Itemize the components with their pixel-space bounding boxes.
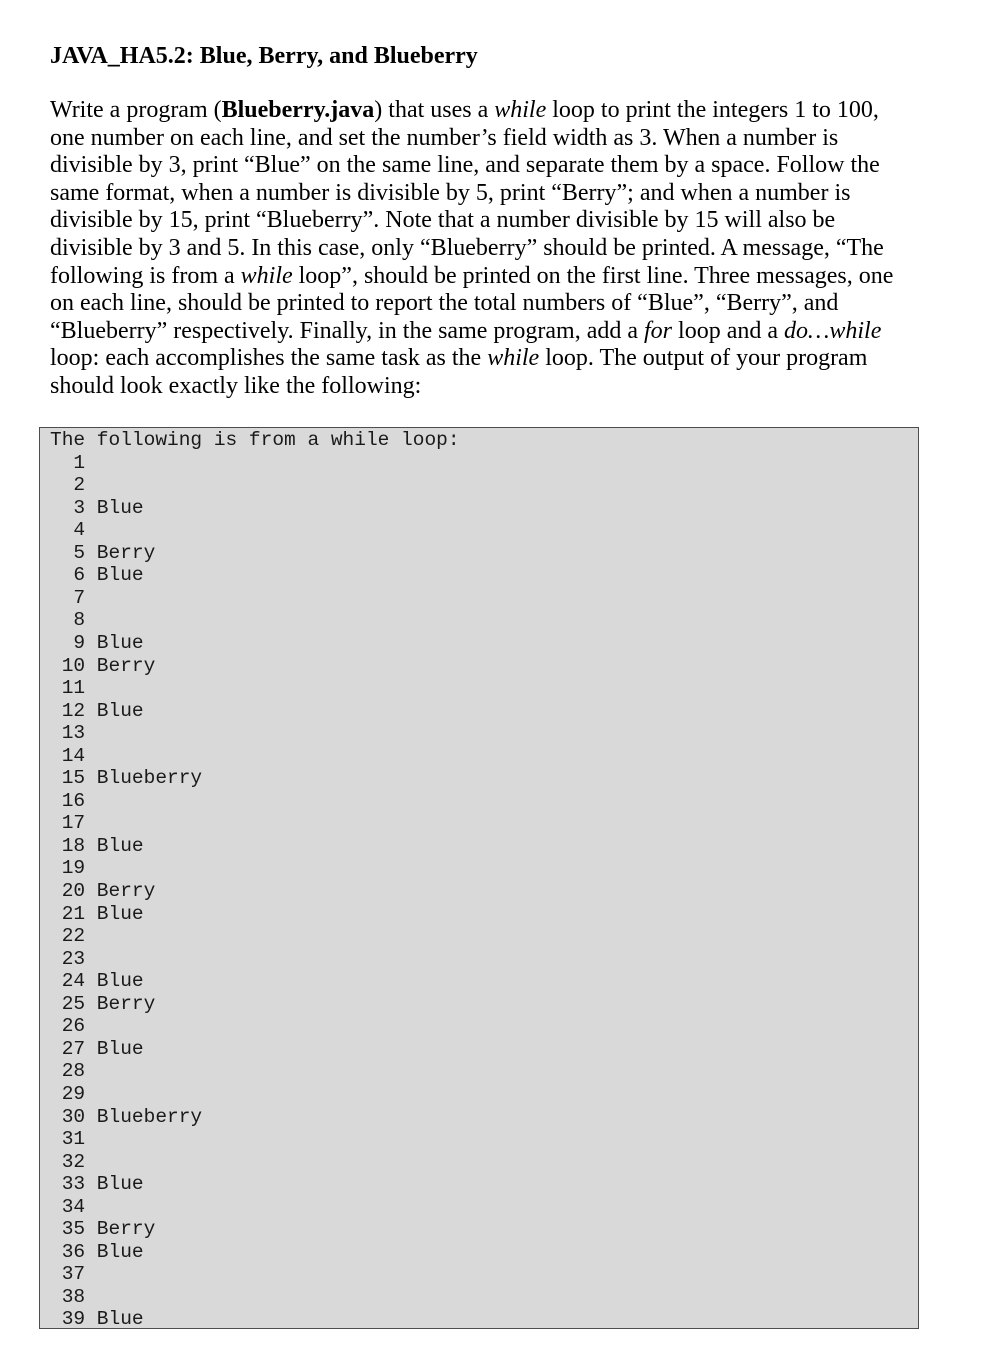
output-line: 28 bbox=[50, 1060, 86, 1083]
output-line: 9 Blue bbox=[50, 631, 144, 654]
output-line: 32 bbox=[50, 1150, 86, 1173]
output-line: 37 bbox=[50, 1263, 86, 1286]
output-line: 39 Blue bbox=[50, 1308, 144, 1329]
prompt-italic-text: while bbox=[487, 345, 540, 372]
prompt-line bbox=[50, 152, 910, 180]
output-line: 15 Blueberry bbox=[50, 767, 203, 790]
prompt-text: “Blueberry” respectively. Finally, in the same program, add a bbox=[50, 317, 645, 344]
output-line: 5 Berry bbox=[50, 541, 156, 564]
output-line: 11 bbox=[50, 677, 86, 700]
prompt-line bbox=[50, 290, 910, 318]
prompt-text: ) that uses a bbox=[374, 97, 495, 123]
prompt-text: loop and a bbox=[672, 317, 785, 344]
output-line: 18 Blue bbox=[50, 834, 144, 857]
output-header-line: The following is from a while loop: bbox=[50, 429, 460, 451]
prompt-line bbox=[50, 180, 910, 208]
prompt-line bbox=[50, 97, 910, 125]
assignment-prompt bbox=[50, 97, 910, 401]
prompt-text: loop to print the integers 1 to 100, bbox=[546, 97, 879, 123]
prompt-text: loop: each accomplishes the same task as the bbox=[50, 345, 488, 372]
prompt-italic-text: while bbox=[494, 97, 547, 123]
output-line: 29 bbox=[50, 1082, 86, 1105]
prompt-line bbox=[50, 125, 910, 153]
prompt-text: loop. The output of your program bbox=[539, 345, 868, 372]
prompt-text: divisible by 3, print “Blue” on the same line, and separate them by a space. Follow the bbox=[50, 152, 880, 179]
prompt-line bbox=[50, 345, 910, 373]
output-line: 7 bbox=[50, 586, 86, 609]
prompt-line bbox=[50, 207, 910, 235]
output-line: 1 bbox=[50, 451, 86, 474]
prompt-text: loop”, should be printed on the first line. Three messages, one bbox=[292, 262, 894, 289]
prompt-text: on each line, should be printed to report the total numbers of “Blue”, “Berry”, and bbox=[50, 290, 839, 317]
output-line: 14 bbox=[50, 744, 86, 767]
output-line: 2 bbox=[50, 474, 86, 497]
output-line: 33 Blue bbox=[50, 1173, 144, 1196]
output-line: 3 Blue bbox=[50, 496, 144, 519]
output-line: 38 bbox=[50, 1285, 86, 1308]
sample-output-box bbox=[39, 427, 919, 1329]
output-line: 19 bbox=[50, 857, 86, 880]
prompt-line bbox=[50, 235, 910, 263]
prompt-line bbox=[50, 263, 910, 291]
output-line: 20 Berry bbox=[50, 880, 156, 902]
prompt-text: same format, when a number is divisible by 5, print “Berry”; and when a number is bbox=[50, 179, 851, 206]
output-line: 22 bbox=[50, 925, 86, 948]
output-line: 31 bbox=[50, 1128, 86, 1151]
output-line: 36 Blue bbox=[50, 1240, 144, 1263]
prompt-line bbox=[50, 373, 910, 401]
output-line: 12 Blue bbox=[50, 699, 144, 722]
output-line: 13 bbox=[50, 722, 86, 745]
output-line: 35 Berry bbox=[50, 1218, 156, 1241]
prompt-text: Write a program ( bbox=[50, 97, 222, 123]
prompt-italic-text: for bbox=[644, 317, 673, 344]
output-line: 6 Blue bbox=[50, 564, 144, 587]
output-line: 10 Berry bbox=[50, 654, 156, 677]
output-line: 26 bbox=[50, 1015, 86, 1038]
output-line: 8 bbox=[50, 609, 86, 632]
prompt-line bbox=[50, 318, 910, 346]
prompt-italic-text: do…while bbox=[784, 317, 882, 344]
prompt-text: one number on each line, and set the number’s field width as 3. When a number is bbox=[50, 124, 839, 151]
prompt-text: should look exactly like the following: bbox=[50, 372, 422, 399]
output-line: 24 Blue bbox=[50, 970, 144, 993]
output-line: 17 bbox=[50, 812, 86, 835]
prompt-bold-text: Blueberry.java bbox=[221, 97, 375, 123]
prompt-text: divisible by 15, print “Blueberry”. Note that a number divisible by 15 will also be bbox=[50, 207, 836, 234]
output-line: 4 bbox=[50, 519, 86, 542]
output-line: 16 bbox=[50, 789, 86, 812]
output-line: 34 bbox=[50, 1195, 86, 1218]
output-line: 21 Blue bbox=[50, 902, 144, 925]
prompt-text: divisible by 3 and 5. In this case, only “Blueberry” should be printed. A message, “The bbox=[50, 234, 884, 261]
output-line: 30 Blueberry bbox=[50, 1105, 203, 1128]
output-line: 27 Blue bbox=[50, 1037, 144, 1060]
assignment-title: JAVA_HA5.2: Blue, Berry, and Blueberry bbox=[50, 43, 478, 69]
prompt-italic-text: while bbox=[240, 262, 293, 289]
prompt-text: following is from a bbox=[50, 262, 241, 289]
output-line: 23 bbox=[50, 947, 86, 970]
output-line: 25 Berry bbox=[50, 992, 156, 1015]
